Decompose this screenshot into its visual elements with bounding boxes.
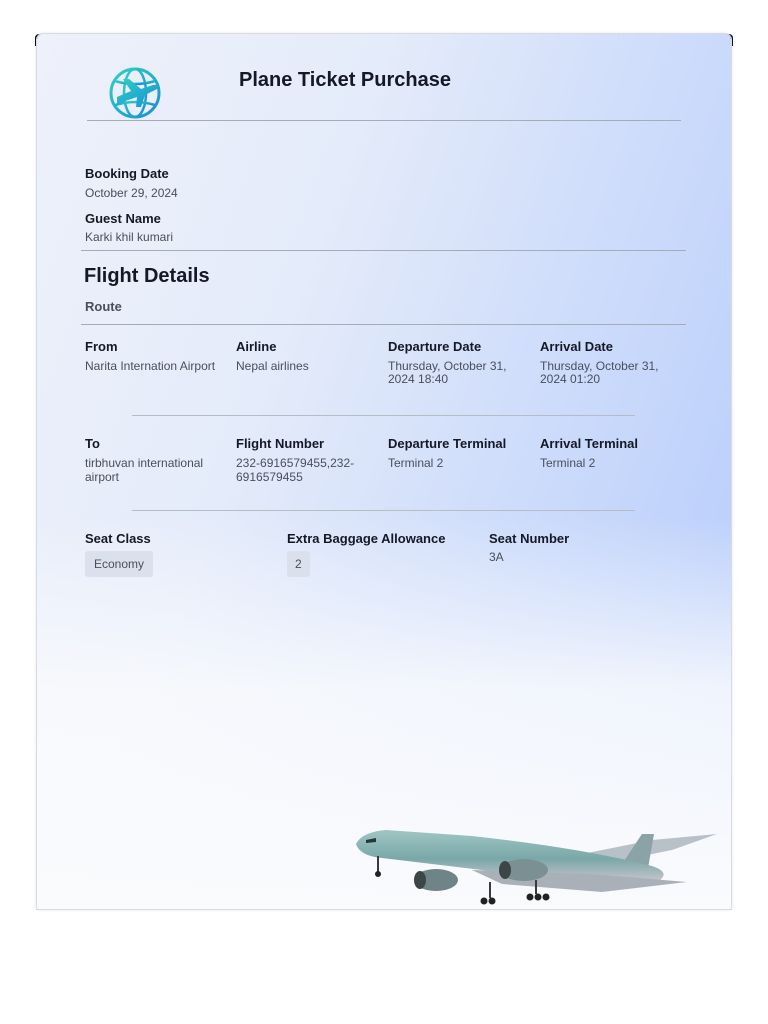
route-divider [81, 324, 686, 325]
globe-plane-icon [107, 67, 163, 119]
departure-terminal-label: Departure Terminal [388, 436, 507, 451]
from-value: Narita Internation Airport [85, 359, 216, 373]
arrival-date-value-line1: Thursday, October 31, [540, 359, 659, 373]
guest-name-value: Karki khil kumari [85, 230, 174, 244]
arrival-terminal-value: Terminal 2 [540, 456, 596, 470]
header-divider [87, 120, 681, 121]
to-value-line1: tirbhuvan international [85, 456, 204, 470]
departure-date-value-line2: 2024 18:40 [388, 372, 449, 386]
flight-number-label: Flight Number [236, 436, 325, 451]
row1-divider [132, 415, 635, 416]
flight-details-heading: Flight Details [84, 265, 210, 287]
seat-number-value: 3A [489, 550, 504, 564]
airplane-illustration [352, 826, 722, 909]
airline-value: Nepal airlines [236, 359, 309, 373]
flight-number-value-line2: 6916579455 [236, 470, 303, 484]
seat-class-label: Seat Class [85, 531, 151, 546]
booking-divider [81, 250, 686, 251]
from-label: From [85, 339, 118, 354]
seat-number-label: Seat Number [489, 531, 570, 546]
guest-name-label: Guest Name [85, 211, 161, 226]
arrival-date-label: Arrival Date [540, 339, 613, 354]
departure-terminal-value: Terminal 2 [388, 456, 444, 470]
departure-date-label: Departure Date [388, 339, 482, 354]
ticket-card [37, 34, 731, 909]
seat-class-badge: Economy [85, 551, 153, 577]
arrival-terminal-label: Arrival Terminal [540, 436, 639, 451]
to-label: To [85, 436, 100, 451]
booking-date-value: October 29, 2024 [85, 186, 178, 200]
page-title: Plane Ticket Purchase [239, 69, 451, 91]
departure-date-value-line1: Thursday, October 31, [388, 359, 507, 373]
arrival-date-value-line2: 2024 01:20 [540, 372, 601, 386]
route-label: Route [85, 299, 122, 314]
baggage-label: Extra Baggage Allowance [287, 531, 446, 546]
baggage-badge: 2 [287, 551, 310, 577]
row2-divider [132, 510, 635, 511]
booking-date-label: Booking Date [85, 166, 169, 181]
to-value-line2: airport [85, 470, 120, 484]
flight-number-value-line1: 232-6916579455,232- [236, 456, 355, 470]
airline-label: Airline [236, 339, 277, 354]
